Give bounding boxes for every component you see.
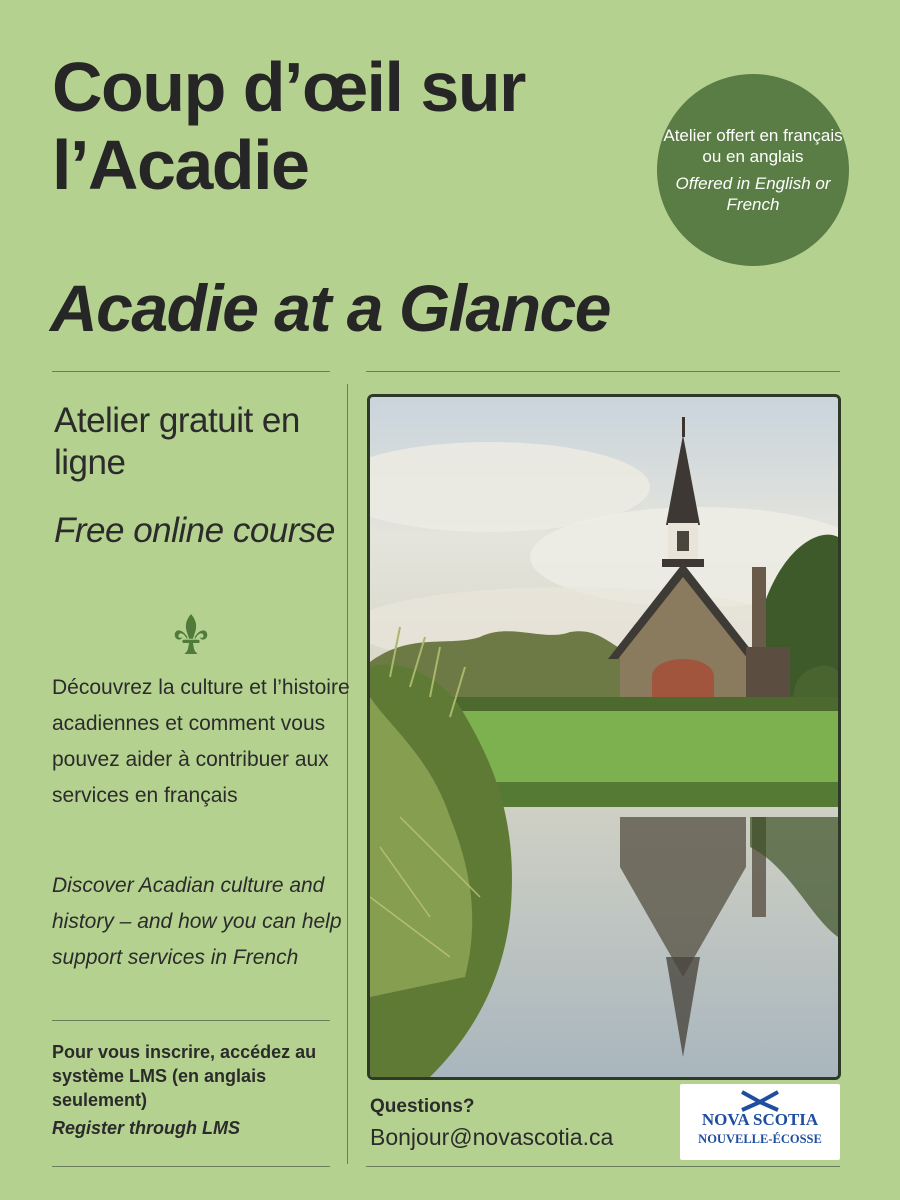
registration-english: Register through LMS [52, 1118, 240, 1138]
description-english: Discover Acadian culture and history – and how you can help support services in French [52, 874, 342, 969]
title-french-line-1: Coup d’œil sur [52, 48, 525, 126]
logo-line-1: NOVA SCOTIA [701, 1110, 819, 1129]
divider-left-top [52, 371, 330, 372]
course-french: Atelier gratuit en ligne [54, 401, 300, 482]
fleur-de-lis-icon [172, 612, 210, 656]
divider-left-footer [52, 1166, 330, 1167]
badge-french-text: Atelier offert en français ou en anglais [663, 126, 843, 166]
nova-scotia-logo [680, 1084, 840, 1160]
saltire-flag-icon [740, 1090, 780, 1112]
registration-info [52, 1040, 352, 1140]
contact-label: Questions? [370, 1096, 475, 1117]
language-badge [657, 74, 849, 266]
title-english: Acadie at a Glance [50, 271, 610, 345]
badge-english-text: Offered in English or French [675, 174, 831, 214]
divider-right-footer [366, 1166, 840, 1167]
church-photo [367, 394, 841, 1080]
contact-email-link[interactable]: Bonjour@novascotia.ca [370, 1124, 614, 1150]
divider-left-bottom [52, 1020, 330, 1021]
divider-right-top [366, 371, 840, 372]
title-french-line-2: l’Acadie [52, 126, 309, 204]
registration-french: Pour vous inscrire, accédez au système LMS (en anglais seulement) [52, 1042, 317, 1110]
description-french: Découvrez la culture et l’histoire acadiennes et comment vous pouvez aider à contribuer aux services en français [52, 676, 350, 807]
logo-line-2: NOUVELLE-ÉCOSSE [698, 1132, 822, 1146]
course-english: Free online course [54, 511, 335, 550]
title-french [52, 48, 692, 204]
